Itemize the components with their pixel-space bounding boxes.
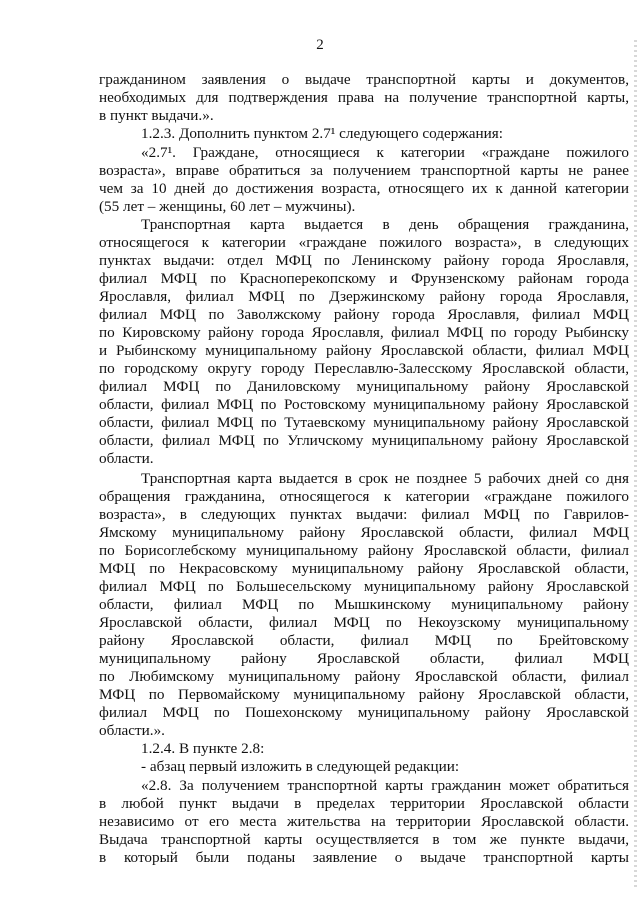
text-line: области. [99,450,154,467]
text-line: возраста», в следующих пунктах выдачи: филиал МФЦ по Гаврилов- [99,506,629,523]
text-line: филиал МФЦ по Красноперекопскому и Фрунзенскому районам города [99,270,629,287]
text-line: по городскому округу городу Переславлю-Залесскому Ярославской области, [99,360,629,377]
text-line: по Любимскому муниципальному району Ярославской области, филиал [99,668,629,685]
text-line: возраста», вправе обратиться за получением транспортной карты не ранее [99,162,629,179]
text-line: по Борисоглебскому муниципальному району Ярославской области, филиал [99,542,629,559]
page-number: 2 [316,37,324,53]
text-line: - абзац первый изложить в следующей редакции: [141,758,460,775]
text-line: и Рыбинскому муниципальному району Ярославской области, филиал МФЦ [99,342,629,359]
text-line: Выдача транспортной карты осуществляется в том же пункте выдачи, [99,831,629,848]
text-line: пунктах выдачи: отдел МФЦ по Ленинскому району города Ярославля, [99,252,629,269]
text-line: в который были поданы заявление о выдаче транспортной карты [99,849,629,866]
text-line: 1.2.4. В пункте 2.8: [141,740,265,757]
text-line: (55 лет – женщины, 60 лет – мужчины). [99,198,356,215]
text-line: МФЦ по Первомайскому муниципальному району Ярославской области, [99,686,629,703]
text-line: области.». [99,722,165,739]
text-line: филиал МФЦ по Даниловскому муниципальному району Ярославской [99,378,629,395]
text-line: по Кировскому району города Ярославля, филиал МФЦ по городу Рыбинску [99,324,629,341]
text-line: филиал МФЦ по Большесельскому муниципальному району Ярославской [99,578,629,595]
text-line: в пункт выдачи.». [99,107,214,124]
text-line: филиал МФЦ по Пошехонскому муниципальному району Ярославской [99,704,629,721]
text-line: относящегося к категории «граждане пожилого возраста», в следующих [99,234,629,251]
text-line: Транспортная карта выдается в день обращения гражданина, [141,216,629,233]
text-line: «2.8. За получением транспортной карты гражданин может обратиться [141,777,629,794]
text-line: области, филиал МФЦ по Мышкинскому муниципальному району [99,596,629,613]
text-line: району Ярославской области, филиал МФЦ по Брейтовскому [99,632,629,649]
text-line: области, филиал МФЦ по Ростовскому муниципальному району Ярославской [99,396,629,413]
text-line: независимо от его места жительства на территории Ярославской области. [99,813,629,830]
text-line: филиал МФЦ по Заволжскому району города Ярославля, филиал МФЦ [99,306,629,323]
text-line: гражданином заявления о выдаче транспортной карты и документов, [99,71,629,88]
text-line: Ямскому муниципальному району Ярославской области, филиал МФЦ [99,524,629,541]
text-line: Транспортная карта выдается в срок не позднее 5 рабочих дней со дня [141,470,629,487]
binding-edge [634,40,637,890]
text-line: в любой пункт выдачи в пределах территории Ярославской области [99,795,629,812]
text-line: области, филиал МФЦ по Тутаевскому муниципальному району Ярославской [99,414,629,431]
text-line: области, филиал МФЦ по Угличскому муниципальному району Ярославской [99,432,629,449]
text-line: муниципальному району Ярославской области, филиал МФЦ [99,650,629,667]
text-line: Ярославской области, филиал МФЦ по Некоузскому муниципальному [99,614,629,631]
text-line: 1.2.3. Дополнить пунктом 2.7¹ следующего содержания: [141,125,504,142]
text-line: МФЦ по Некрасовскому муниципальному району Ярославской области, [99,560,629,577]
text-line: обращения гражданина, относящегося к категории «граждане пожилого [99,488,629,505]
text-line: чем за 10 дней до достижения возраста, относящего их к данной категории [99,180,629,197]
text-line: Ярославля, филиал МФЦ по Дзержинскому району города Ярославля, [99,288,629,305]
text-line: необходимых для подтверждения права на получение транспортной карты, [99,89,629,106]
text-line: «2.7¹. Граждане, относящиеся к категории «граждане пожилого [141,144,629,161]
